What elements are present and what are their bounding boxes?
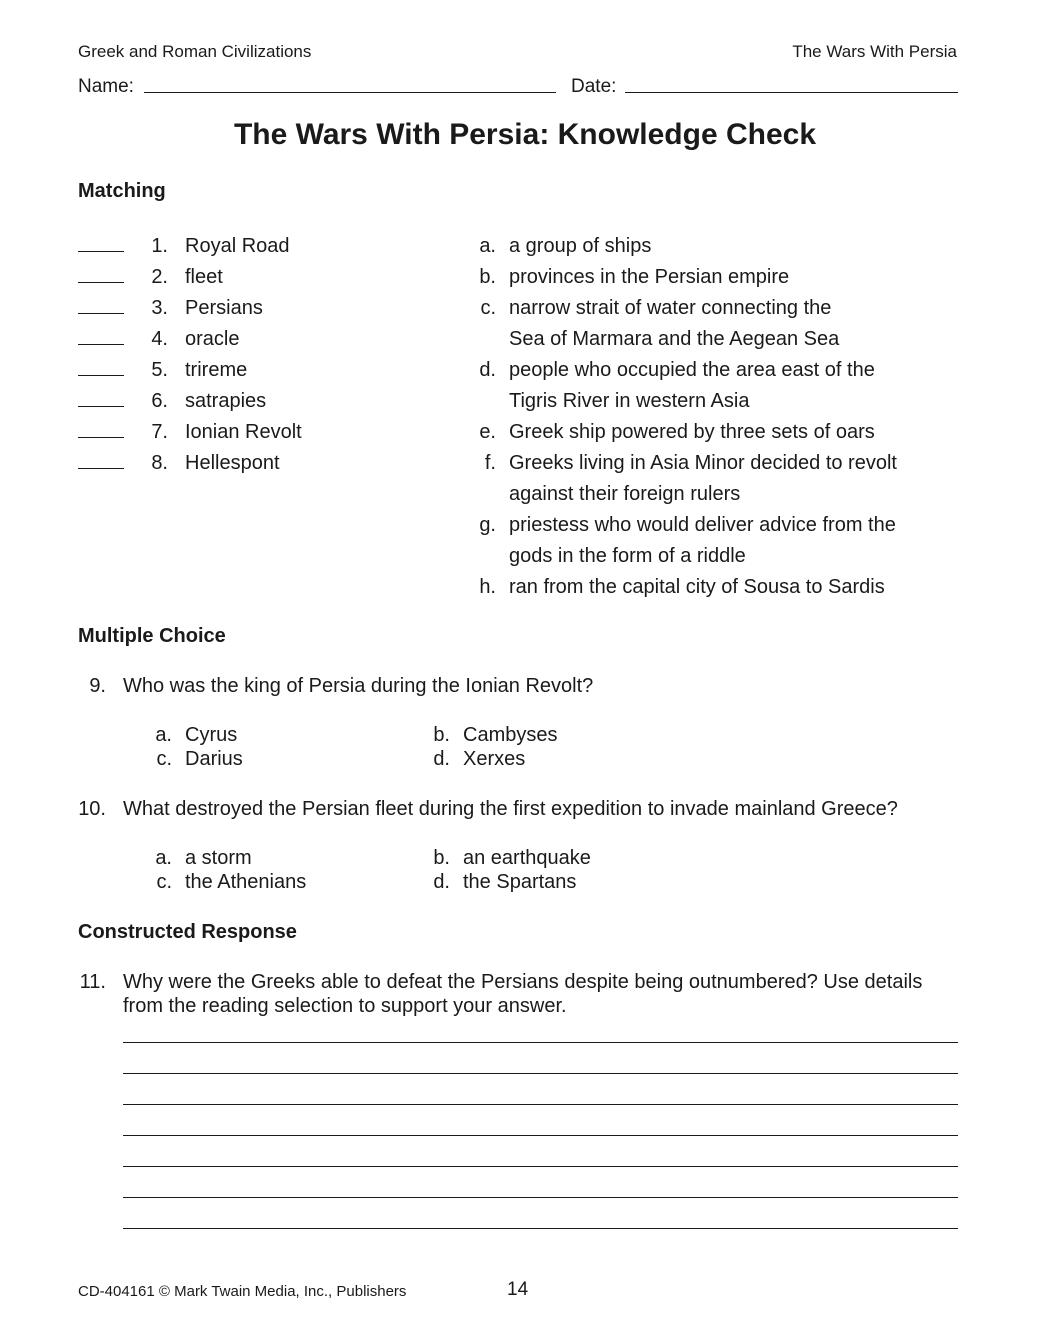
date-label: Date: xyxy=(571,76,617,97)
running-header-left: Greek and Roman Civilizations xyxy=(78,42,312,61)
answer-blank[interactable] xyxy=(78,313,124,314)
definition-text: Greek ship powered by three sets of oars xyxy=(509,421,875,443)
answer-line[interactable] xyxy=(123,1104,958,1105)
option-text[interactable]: Xerxes xyxy=(463,748,526,770)
definition-text-continued: gods in the form of a riddle xyxy=(509,545,746,567)
question-text: Who was the king of Persia during the Ionian Revolt? xyxy=(123,675,594,697)
option-letter: a. xyxy=(155,724,172,746)
question-number: 11. xyxy=(79,971,106,993)
option-letter: b. xyxy=(433,847,450,869)
definition-text: people who occupied the area east of the xyxy=(509,359,875,381)
answer-line[interactable] xyxy=(123,1166,958,1167)
definition-letter: d. xyxy=(479,359,496,381)
definition-letter: f. xyxy=(484,452,496,474)
option-letter: d. xyxy=(433,871,450,893)
question-number: 10. xyxy=(78,798,106,820)
term-number: 6. xyxy=(151,390,168,412)
answer-blank[interactable] xyxy=(78,406,124,407)
option-text[interactable]: the Spartans xyxy=(463,871,577,893)
multiple-choice-heading: Multiple Choice xyxy=(78,625,226,647)
definition-text: priestess who would deliver advice from the xyxy=(509,514,896,536)
option-text[interactable]: Darius xyxy=(185,748,243,770)
question-number: 9. xyxy=(89,675,106,697)
definition-letter: a. xyxy=(479,235,496,257)
answer-blank[interactable] xyxy=(78,375,124,376)
answer-line[interactable] xyxy=(123,1073,958,1074)
term-text: Ionian Revolt xyxy=(185,421,302,443)
question-text-continued: from the reading selection to support your answer. xyxy=(123,995,567,1017)
page-number: 14 xyxy=(507,1279,529,1300)
answer-line[interactable] xyxy=(123,1135,958,1136)
page-title: The Wars With Persia: Knowledge Check xyxy=(233,118,817,151)
definition-text: Greeks living in Asia Minor decided to revolt xyxy=(509,452,897,474)
option-text[interactable]: the Athenians xyxy=(185,871,307,893)
answer-blank[interactable] xyxy=(78,468,124,469)
term-number: 5. xyxy=(151,359,168,381)
answer-blank[interactable] xyxy=(78,282,124,283)
term-number: 3. xyxy=(151,297,168,319)
term-number: 8. xyxy=(151,452,168,474)
answer-line[interactable] xyxy=(123,1228,958,1229)
option-letter: a. xyxy=(155,847,172,869)
option-letter: c. xyxy=(156,871,172,893)
term-number: 2. xyxy=(151,266,168,288)
term-number: 1. xyxy=(151,235,168,257)
date-field-line[interactable] xyxy=(625,92,958,93)
term-text: Hellespont xyxy=(185,452,280,474)
answer-blank[interactable] xyxy=(78,251,124,252)
constructed-response-heading: Constructed Response xyxy=(78,921,297,943)
option-letter: d. xyxy=(433,748,450,770)
matching-heading: Matching xyxy=(78,180,166,202)
answer-line[interactable] xyxy=(123,1042,958,1043)
answer-blank[interactable] xyxy=(78,344,124,345)
definition-text-continued: Tigris River in western Asia xyxy=(509,390,750,412)
definition-letter: b. xyxy=(479,266,496,288)
option-text[interactable]: a storm xyxy=(185,847,252,869)
option-letter: c. xyxy=(156,748,172,770)
name-label: Name: xyxy=(78,76,134,97)
answer-line[interactable] xyxy=(123,1197,958,1198)
definition-letter: e. xyxy=(479,421,496,443)
definition-text: narrow strait of water connecting the xyxy=(509,297,832,319)
term-text: satrapies xyxy=(185,390,267,412)
term-text: trireme xyxy=(185,359,248,381)
definition-letter: h. xyxy=(479,576,496,598)
footer-copyright: CD-404161 © Mark Twain Media, Inc., Publishers xyxy=(78,1283,407,1300)
term-text: oracle xyxy=(185,328,240,350)
question-text: What destroyed the Persian fleet during the first expedition to invade mainland Greece? xyxy=(123,798,898,820)
running-header-right: The Wars With Persia xyxy=(792,42,957,61)
definition-text-continued: against their foreign rulers xyxy=(509,483,741,505)
option-text[interactable]: an earthquake xyxy=(463,847,591,869)
definition-letter: g. xyxy=(479,514,496,536)
definition-text-continued: Sea of Marmara and the Aegean Sea xyxy=(509,328,840,350)
option-text[interactable]: Cambyses xyxy=(463,724,558,746)
name-field-line[interactable] xyxy=(144,92,556,93)
term-text: Royal Road xyxy=(185,235,290,257)
definition-text: provinces in the Persian empire xyxy=(509,266,790,288)
answer-blank[interactable] xyxy=(78,437,124,438)
term-number: 7. xyxy=(151,421,168,443)
term-number: 4. xyxy=(151,328,168,350)
question-text: Why were the Greeks able to defeat the Persians despite being outnumbered? Use details xyxy=(123,971,923,993)
term-text: fleet xyxy=(185,266,223,288)
option-letter: b. xyxy=(433,724,450,746)
definition-letter: c. xyxy=(480,297,496,319)
option-text[interactable]: Cyrus xyxy=(185,724,238,746)
definition-text: ran from the capital city of Sousa to Sardis xyxy=(509,576,885,598)
term-text: Persians xyxy=(185,297,263,319)
definition-text: a group of ships xyxy=(509,235,652,257)
